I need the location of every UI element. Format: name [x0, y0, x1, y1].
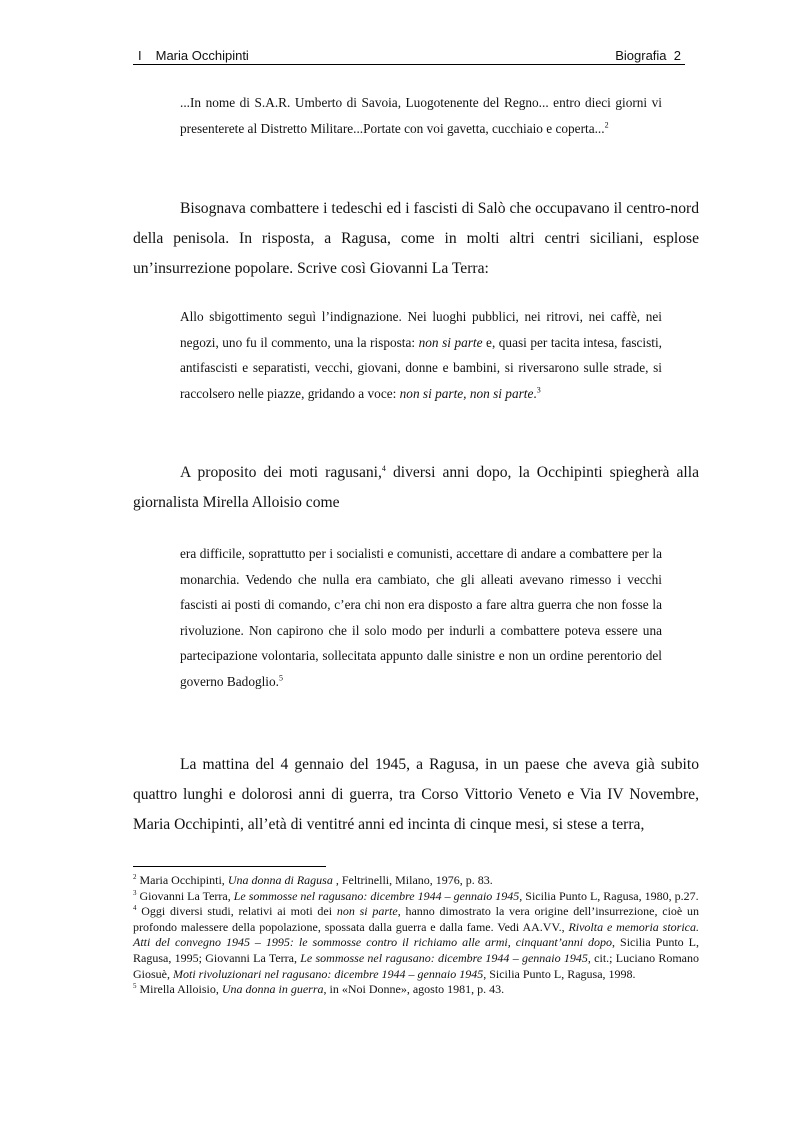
footnote-title: Una donna in guerra [221, 982, 324, 997]
paragraph-text: diversi anni dopo, la Occhipinti spiegherà alla giornalista Mirella Alloisio come [133, 464, 699, 511]
footnote-title: Le sommosse nel ragusano: dicembre 1944 – gennaio 1945 [300, 950, 588, 965]
footnote-text: , cit.; Luciano Romano Giosuè, [133, 950, 699, 981]
quote-text: . [533, 385, 537, 401]
footnote-5 [133, 982, 699, 998]
footnote-text: , hanno dimostrato la vera origine dell’insurrezione, cioè un profondo malessere della popolazione, spossata dalla guerra e dalla fame. Vedi AA.VV., [133, 904, 699, 934]
footnote-text: , Feltrinelli, Milano, 1976, p. 83. [332, 873, 493, 887]
footnote-text: , Sicilia Punto L, Ragusa, 1995; Giovanni La Terra, [133, 935, 700, 965]
quote-text: e, quasi per tacita intesa, fascisti, antifascisti e separatisti, vecchi, giovani, donne e bambini, si riversarono sulle strade, si raccolsero nelle piazze, gridando a voce: [180, 334, 663, 401]
quote-text: era difficile, soprattutto per i socialisti e comunisti, accettare di andare a combattere per la monarchia. Vedendo che nulla era cambiato, che gli alleati avevano rimesso i vecchi fascisti ai posti di comando, c’era chi non era disposto a fare altra guerra che non fosse la rivoluzione. Non capirono che il solo modo per indurli a combattere poteva essere una partecipazione volontaria, sollecitata appunto dalle sinistre e non un ordine perentorio del governo Badoglio. [180, 546, 662, 689]
footnote-text: , Sicilia Punto L, Ragusa, 1998. [483, 966, 636, 981]
footnotes [133, 873, 699, 998]
block-quote-alloisio [180, 541, 662, 695]
footnote-title: Rivolta e memoria storica. Atti del convegno 1945 – 1995: le sommosse contro il richiamo alle armi, cinquant’anni dopo [133, 919, 700, 950]
header-chapter [138, 48, 249, 63]
header-section [615, 48, 681, 63]
paragraph-alloisio [133, 458, 699, 518]
block-quote-la-terra [180, 304, 662, 406]
footnote-2 [133, 873, 699, 889]
paragraph-insurrection [133, 194, 699, 284]
footnote-number: 3 [133, 888, 137, 897]
footnote-3 [133, 889, 699, 905]
footnote-number: 5 [133, 982, 137, 991]
footnote-ref: 2 [604, 120, 609, 130]
footnote-ref: 3 [536, 385, 541, 395]
footnote-4 [133, 904, 699, 982]
running-header [133, 46, 685, 65]
footnote-title: Una donna di Ragusa [227, 873, 333, 887]
footnote-text: , in «Noi Donne», agosto 1981, p. 43. [323, 982, 505, 997]
footnote-title: Moti rivoluzionari nel ragusano: dicembre 1944 – gennaio 1945 [173, 966, 484, 981]
quote-text: ...In nome di S.A.R. Umberto di Savoia, Luogotenente del Regno... entro dieci giorni vi presenterete al Distretto Militare...Portate con voi gavetta, cucchiaio e coperta... [180, 95, 662, 136]
footnote-ref: 4 [381, 463, 386, 473]
paragraph-text: La mattina del 4 gennaio del 1945, a Ragusa, in un paese che aveva già subito quattro lunghi e dolorosi anni di guerra, tra Corso Vittorio Veneto e Via IV Novembre, Maria Occhipinti, all’età di ventitré anni ed incinta di cinque mesi, si stese a terra, [133, 756, 699, 833]
footnote-title: non si parte [336, 904, 398, 919]
block-quote-call-up [180, 90, 662, 141]
footnote-text: Maria Occhipinti, [136, 873, 228, 887]
quote-italic: non si parte, non si parte [399, 385, 534, 401]
paragraph-text: Bisognava combattere i tedeschi ed i fascisti di Salò che occupavano il centro-nord della penisola. In risposta, a Ragusa, come in molti altri centri siciliani, esplose un’insurrezione popolare. Scrive così Giovanni La Terra: [133, 200, 699, 277]
page-number: 2 [673, 48, 681, 63]
footnote-text: , Sicilia Punto L, Ragusa, 1980, p.27. [519, 888, 699, 903]
quote-text: Allo sbigottimento seguì l’indignazione. Nei luoghi pubblici, nei ritrovi, nei caffè, nei negozi, uno fu il commento, una la risposta: [180, 309, 662, 350]
chapter-title: Maria Occhipinti [155, 48, 249, 63]
footnote-number: 2 [133, 873, 137, 881]
footnote-number: 4 [133, 904, 137, 913]
footnote-title: Le sommosse nel ragusano: dicembre 1944 – gennaio 1945 [233, 888, 520, 903]
footnote-ref: 5 [278, 673, 283, 683]
footnote-text: Giovanni La Terra, [136, 888, 234, 903]
footnote-separator [133, 866, 326, 867]
paragraph-january-1945 [133, 750, 699, 840]
chapter-number: I [138, 48, 142, 63]
footnote-text: Mirella Alloisio, [136, 982, 222, 997]
footnote-text: Oggi diversi studi, relativi ai moti dei [136, 904, 337, 919]
section-title: Biografia [615, 48, 667, 63]
quote-italic: non si parte [418, 334, 483, 350]
paragraph-text: A proposito dei moti ragusani, [180, 464, 382, 481]
